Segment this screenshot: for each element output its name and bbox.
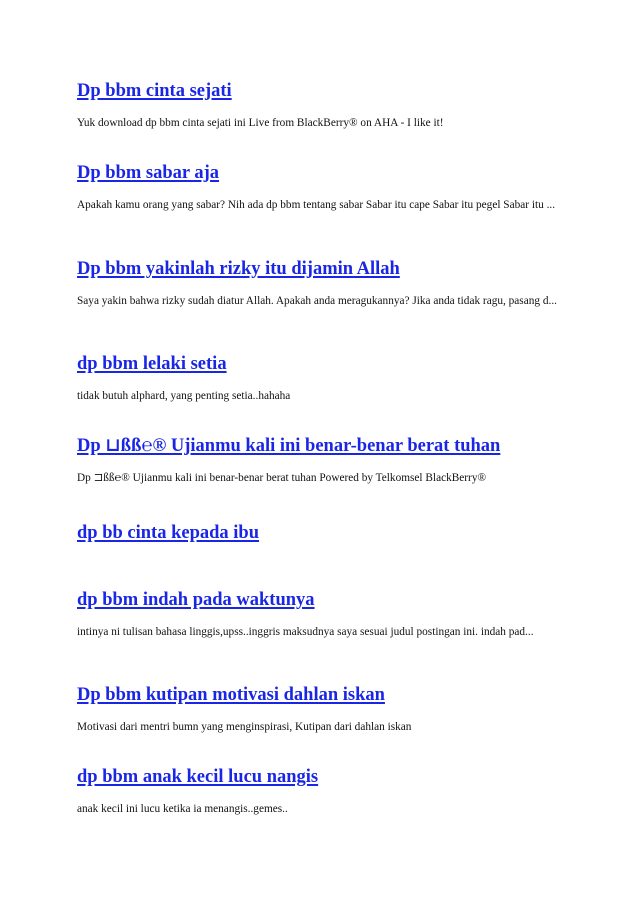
result-title-link[interactable]: Dp bbm kutipan motivasi dahlan iskan [77, 685, 385, 705]
result-snippet: Apakah kamu orang yang sabar? Nih ada dp bbm tentang sabar Sabar itu cape Sabar itu pegel Sabar itu ... [77, 199, 556, 211]
result-entry [77, 684, 577, 736]
result-title-link[interactable]: dp bbm anak kecil lucu nangis [77, 767, 319, 787]
result-snippet: tidak butuh alphard, yang penting setia..hahaha [77, 390, 291, 402]
result-title-link[interactable]: dp bbm indah pada waktunya [77, 590, 315, 610]
result-snippet: Yuk download dp bbm cinta sejati ini Live from BlackBerry® on AHA - I like it! [77, 117, 444, 129]
result-snippet: Saya yakin bahwa rizky sudah diatur Allah. Apakah anda meragukannya? Jika anda tidak ragu, pasang d... [77, 295, 557, 307]
result-snippet: anak kecil ini lucu ketika ia menangis..gemes.. [77, 803, 288, 815]
result-title-link[interactable]: Dp bbm yakinlah rizky itu dijamin Allah [77, 259, 400, 279]
result-title-link[interactable]: dp bb cinta kepada ibu [77, 523, 260, 543]
result-snippet: Motivasi dari mentri bumn yang menginspirasi, Kutipan dari dahlan iskan [77, 721, 412, 733]
result-entry [77, 589, 577, 641]
result-entry [77, 522, 577, 544]
result-entry [77, 435, 577, 487]
result-entry [77, 162, 577, 214]
result-snippet: Dp ⊐ßß℮® Ujianmu kali ini benar-benar berat tuhan Powered by Telkomsel BlackBerry® [77, 472, 487, 484]
result-entry [77, 766, 577, 818]
result-title-link[interactable]: Dp bbm cinta sejati [77, 81, 232, 101]
result-entry [77, 80, 577, 132]
result-title-link[interactable]: Dp bbm sabar aja [77, 163, 220, 183]
result-entry [77, 353, 577, 405]
result-snippet: intinya ni tulisan bahasa linggis,upss..inggris maksudnya saya sesuai judul postingan ini. indah pad... [77, 626, 534, 638]
result-entry [77, 258, 577, 310]
result-title-link[interactable]: dp bbm lelaki setia [77, 354, 227, 374]
result-title-link[interactable]: Dp ⊔ßß℮® Ujianmu kali ini benar-benar berat tuhan [77, 436, 501, 456]
